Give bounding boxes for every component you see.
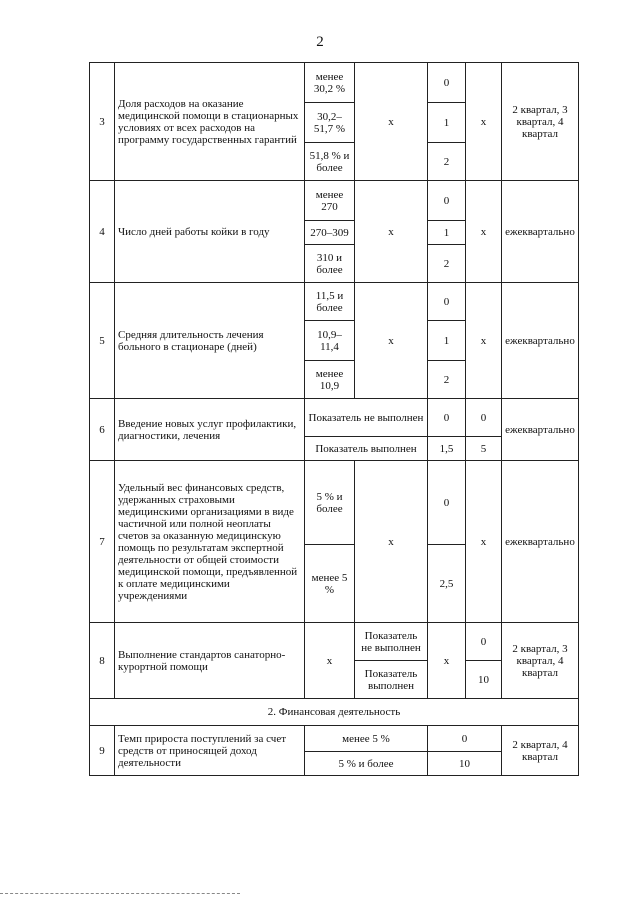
period-cell: ежеквартально (502, 181, 579, 283)
indicator-name: Выполнение стандартов санаторно-курортной помощи (115, 623, 305, 699)
score-cell: 0 (428, 461, 466, 545)
table-row (90, 461, 579, 545)
score-cell: 0 (428, 399, 466, 437)
criterion-cell: 5 % и более (305, 752, 428, 776)
criterion-cell: 11,5 и более (305, 283, 355, 321)
x-mark: x (466, 283, 502, 399)
criterion-cell: 51,8 % и более (305, 143, 355, 181)
row-number: 4 (90, 181, 115, 283)
x-mark: x (428, 623, 466, 699)
score-cell: 0 (428, 726, 502, 752)
table-row (90, 623, 579, 661)
criterion-cell: 30,2–51,7 % (305, 103, 355, 143)
table-row (90, 63, 579, 103)
score-cell: 5 (466, 437, 502, 461)
indicator-name: Число дней работы койки в году (115, 181, 305, 283)
criterion-cell: 310 и более (305, 245, 355, 283)
indicator-name: Темп прироста поступлений за счет средств от приносящей доход деятельности (115, 726, 305, 776)
x-mark: x (355, 461, 428, 623)
score-cell: 1 (428, 221, 466, 245)
row-number: 9 (90, 726, 115, 776)
criterion-cell: Показатель не выполнен (305, 399, 428, 437)
row-number: 8 (90, 623, 115, 699)
criterion-cell: менее 10,9 (305, 361, 355, 399)
criterion-cell: 270–309 (305, 221, 355, 245)
indicators-table (89, 62, 579, 776)
section-heading: 2. Финансовая деятельность (90, 699, 579, 726)
table-row (90, 283, 579, 321)
indicator-name: Доля расходов на оказание медицинской помощи в стационарных условиях от всех расходов на программу государственных гарантий (115, 63, 305, 181)
period-cell: ежеквартально (502, 461, 579, 623)
score-cell: 1 (428, 103, 466, 143)
criterion-cell: менее 30,2 % (305, 63, 355, 103)
x-mark: x (466, 461, 502, 623)
x-mark: x (466, 63, 502, 181)
score-cell: 1 (428, 321, 466, 361)
score-cell: 0 (466, 399, 502, 437)
x-mark: x (355, 283, 428, 399)
score-cell: 2 (428, 361, 466, 399)
score-cell: 10 (428, 752, 502, 776)
score-cell: 0 (428, 63, 466, 103)
table-row (90, 726, 579, 752)
criterion-cell: Показатель выполнен (305, 437, 428, 461)
score-cell: 0 (428, 181, 466, 221)
table-row (90, 699, 579, 726)
period-cell: ежеквартально (502, 283, 579, 399)
score-cell: 0 (466, 623, 502, 661)
row-number: 7 (90, 461, 115, 623)
criterion-cell: менее 5 % (305, 726, 428, 752)
x-mark: x (305, 623, 355, 699)
criterion-cell: менее 5 % (305, 545, 355, 623)
criterion-cell: 10,9–11,4 (305, 321, 355, 361)
score-cell: 0 (428, 283, 466, 321)
score-cell: 1,5 (428, 437, 466, 461)
criterion-cell: 5 % и более (305, 461, 355, 545)
period-cell: 2 квартал, 3 квартал, 4 квартал (502, 63, 579, 181)
score-cell: 2 (428, 245, 466, 283)
criterion-cell: менее 270 (305, 181, 355, 221)
page-number: 2 (316, 34, 324, 50)
table-row (90, 399, 579, 437)
table-row (90, 181, 579, 221)
score-cell: 2,5 (428, 545, 466, 623)
criterion-cell: Показатель выполнен (355, 661, 428, 699)
indicator-name: Средняя длительность лечения больного в стационаре (дней) (115, 283, 305, 399)
row-number: 3 (90, 63, 115, 181)
criterion-cell: Показатель не выполнен (355, 623, 428, 661)
score-cell: 2 (428, 143, 466, 181)
period-cell: ежеквартально (502, 399, 579, 461)
indicator-name: Введение новых услуг профилактики, диагностики, лечения (115, 399, 305, 461)
x-mark: x (355, 63, 428, 181)
period-cell: 2 квартал, 4 квартал (502, 726, 579, 776)
x-mark: x (466, 181, 502, 283)
x-mark: x (355, 181, 428, 283)
row-number: 6 (90, 399, 115, 461)
row-number: 5 (90, 283, 115, 399)
score-cell: 10 (466, 661, 502, 699)
indicator-name: Удельный вес финансовых средств, удержанных страховыми медицинскими организациями в виде частичной или полной неоплаты счетов за оказанную медицинскую помощь по результатам экспертной деятельности от общей стоимости медицинской помощи, предъявленной к оплате медицинскими учреждениями (115, 461, 305, 623)
period-cell: 2 квартал, 3 квартал, 4 квартал (502, 623, 579, 699)
scan-edge-divider (0, 893, 240, 894)
